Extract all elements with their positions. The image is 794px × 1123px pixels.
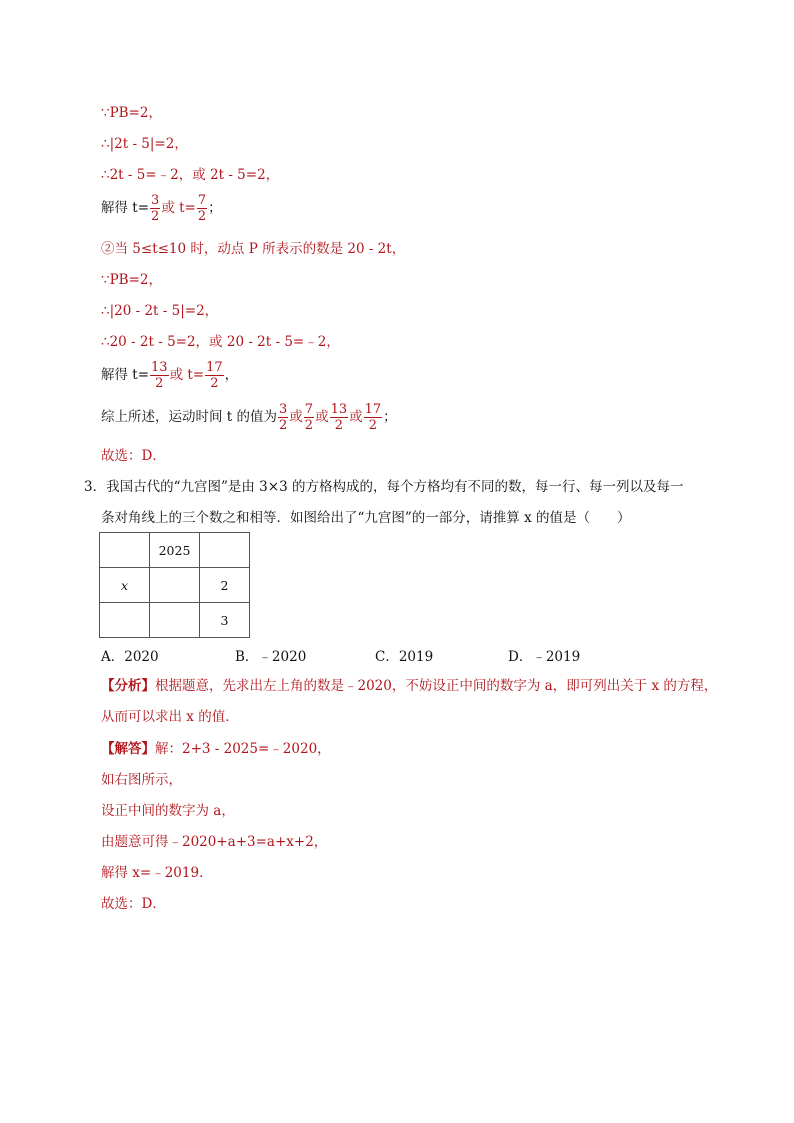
choose-line-1: 故选：D．: [101, 448, 166, 464]
fraction: [197, 193, 207, 224]
fraction-numerator: 13: [330, 402, 348, 417]
answer-line-3: 设正中间的数字为 a，: [101, 803, 235, 819]
fraction: [330, 402, 349, 433]
answer-options: [101, 645, 721, 663]
fraction-numerator: 13: [151, 360, 168, 375]
grid-cell: x: [100, 568, 150, 603]
or-text: 或: [289, 409, 303, 425]
fraction-numerator: 3: [151, 193, 160, 208]
fraction-denominator: 2: [279, 418, 288, 433]
cases-line-1: ∴2t - 5=﹣2，或 2t - 5=2，: [101, 167, 280, 183]
fraction-denominator: 2: [210, 376, 219, 391]
solve-prefix: 解得 t=: [101, 367, 150, 383]
grid-row: [100, 533, 250, 568]
answer-line-1: [101, 740, 331, 758]
abs-equation-line-1: ∴|2t - 5|=2，: [101, 136, 188, 152]
grid-cell: 3: [200, 603, 250, 638]
fraction: [150, 193, 160, 224]
fraction: [205, 360, 224, 391]
grid-cell: [100, 603, 150, 638]
fraction: [364, 402, 383, 433]
fraction-denominator: 2: [151, 209, 160, 224]
grid-row: [100, 603, 250, 638]
grid-cell: 2: [200, 568, 250, 603]
fraction-denominator: 2: [304, 418, 314, 433]
summary-line: [101, 402, 397, 433]
summary-prefix: 综上所述，运动时间 t 的值为: [101, 409, 278, 425]
fraction-denominator: 2: [334, 418, 343, 433]
or-t-text: 或 t=: [161, 200, 196, 216]
line-end: ；: [208, 200, 222, 216]
fraction-numerator: 17: [206, 360, 223, 375]
question-3-line-2: 条对角线上的三个数之和相等．如图给出了“九宫图”的一部分，请推算 x 的值是（ ）: [101, 510, 631, 526]
answer-line-5: 解得 x=﹣2019．: [101, 865, 213, 881]
fraction: [278, 402, 288, 433]
fraction-numerator: 7: [197, 193, 207, 208]
cases-line-2: ∴20 - 2t - 5=2，或 20 - 2t - 5=﹣2，: [101, 334, 340, 350]
answer-tag: 【解答】: [101, 741, 155, 757]
nine-palace-grid: [99, 532, 250, 638]
fraction-numerator: 17: [364, 402, 382, 417]
fraction-numerator: 7: [304, 402, 314, 417]
question-3-line-1: 3．我国古代的“九宫图”是由 3×3 的方格构成的，每个方格均有不同的数，每一行、每一列以及每一: [84, 479, 684, 495]
analysis-tag: 【分析】: [101, 678, 155, 694]
analysis-line-1: [101, 677, 717, 695]
grid-cell: [100, 533, 150, 568]
fraction-denominator: 2: [368, 418, 378, 433]
fraction: [304, 402, 314, 433]
solve-line-1: [101, 193, 222, 224]
answer-line-4: 由题意可得﹣2020+a+3=a+x+2，: [101, 834, 328, 850]
solve-line-2: [101, 360, 238, 391]
option-b: B．﹣2020: [235, 649, 307, 665]
line-end: ；: [383, 409, 397, 425]
analysis-text: 根据题意，先求出左上角的数是﹣2020，不妨设正中间的数字为 a，即可列出关于 x 的方程，: [155, 678, 718, 694]
grid-cell: [150, 568, 200, 603]
option-c: C．2019: [375, 649, 434, 665]
pb-given-line-2: ∵PB=2，: [101, 272, 162, 288]
grid-row: [100, 568, 250, 603]
grid-cell: [200, 533, 250, 568]
grid-cell: 2025: [150, 533, 200, 568]
solve-prefix: 解得 t=: [101, 200, 150, 216]
pb-given-line-1: ∵PB=2，: [101, 105, 162, 121]
answer-line-6: 故选：D．: [101, 896, 166, 912]
answer-text: 解：2+3 - 2025=﹣2020，: [155, 741, 331, 757]
case-2-line: ②当 5≤t≤10 时，动点 P 所表示的数是 20 - 2t，: [101, 241, 406, 257]
grid-cell: [150, 603, 200, 638]
option-d: D．﹣2019: [508, 649, 581, 665]
fraction: [150, 360, 169, 391]
fraction-numerator: 3: [279, 402, 288, 417]
answer-line-2: 如右图所示，: [101, 772, 182, 788]
analysis-line-2: 从而可以求出 x 的值．: [101, 709, 239, 725]
option-a: A．2020: [101, 649, 159, 665]
or-text: 或: [349, 409, 363, 425]
fraction-denominator: 2: [155, 376, 164, 391]
or-text: 或: [315, 409, 329, 425]
fraction-denominator: 2: [197, 209, 207, 224]
line-end: ，: [224, 367, 239, 383]
or-t-text: 或 t=: [169, 367, 205, 383]
abs-equation-line-2: ∴|20 - 2t - 5|=2，: [101, 303, 219, 319]
